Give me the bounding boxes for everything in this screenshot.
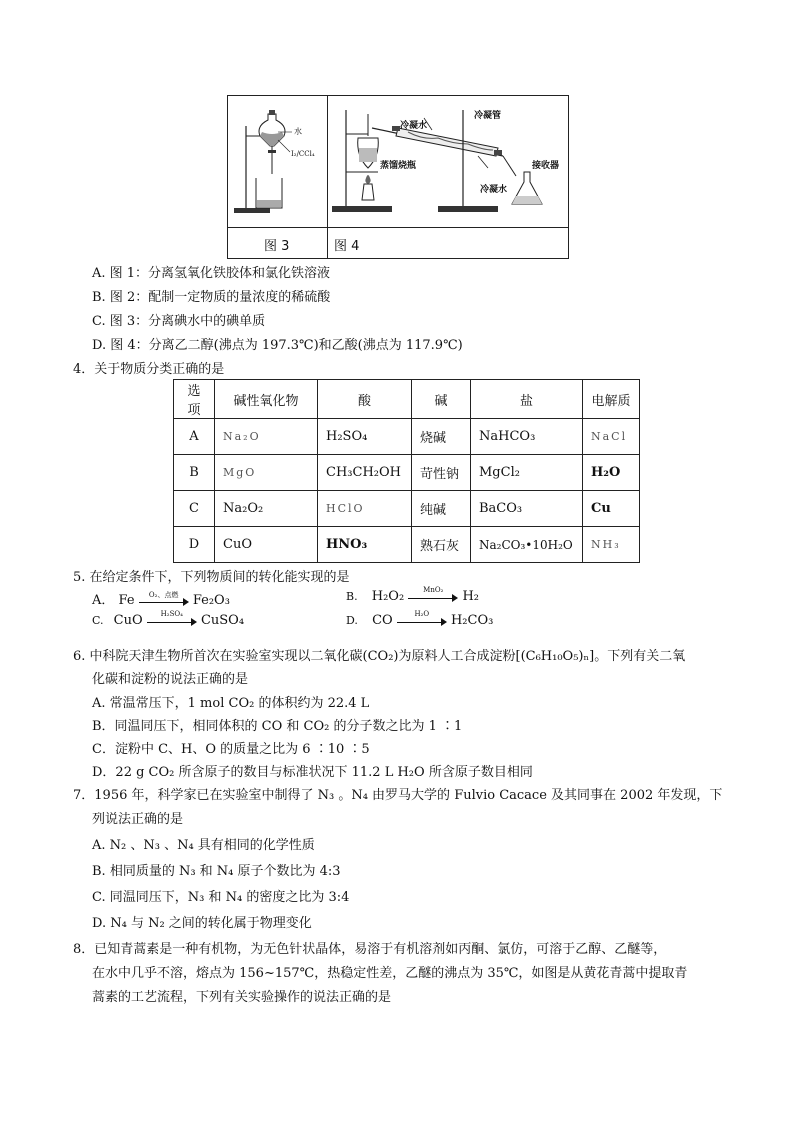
table-cell: 纯碱 [412,491,471,527]
table-cell: NaHCO₃ [471,419,583,455]
q5-d-label: D. [346,614,358,627]
reaction-arrow [139,590,189,608]
figure-caption-divider [228,227,568,228]
q8-stem-line1: 8．已知青蒿素是一种有机物，为无色针状晶体，易溶于有机溶剂如丙酮、氯仿，可溶于乙醇、乙醚等， [73,942,667,957]
separatory-funnel-diagram [228,96,327,227]
q5-b-label: B. [346,590,358,603]
reaction-arrow [147,609,197,628]
table-cell: A [174,419,215,455]
table-cell: MgCl₂ [471,455,583,491]
table-header: 盐 [471,380,583,419]
table-cell: B [174,455,215,491]
table-cell: H₂O [583,455,640,491]
table-cell: Na₂CO₃•10H₂O [471,527,583,563]
fig4-cooling-out-label: 冷凝水 [480,185,508,195]
table-header: 碱性氧化物 [215,380,318,419]
table-row [174,419,640,455]
q5-c-to: CuSO₄ [200,613,245,628]
table-header: 电解质 [583,380,640,419]
q8-stem-line3: 蒿素的工艺流程，下列有关实验操作的说法正确的是 [92,990,392,1005]
q7-option-b: B. 相同质量的 N₃ 和 N₄ 原子个数比为 4:3 [92,864,341,879]
q5-a-from: Fe [118,593,135,608]
table-header: 碱 [412,380,471,419]
reaction-condition: MnO₂ [423,585,444,594]
table-cell: Na₂O₂ [215,491,318,527]
table-header: 酸 [318,380,412,419]
table-header: 选项 [174,380,215,419]
table-row [174,527,640,563]
q7-stem-line2: 列说法正确的是 [92,812,184,827]
fig3-water-label: 水 [294,127,302,136]
fig4-caption: 图 4 [334,239,360,254]
q6-stem-line1: 6. 中科院天津生物所首次在实验室实现以二氧化碳(CO₂)为原料人工合成淀粉[(C₆H₁₀O₅)ₙ]。下列有关二氧 [73,649,686,664]
fig4-condenser-label: 冷凝管 [474,111,502,121]
table-cell: Cu [583,491,640,527]
q5-a-label: A． [92,593,115,608]
q6-option-a: A. 常温常压下，1 mol CO₂ 的体积约为 22.4 L [92,696,370,711]
fig4-receiver-label: 接收器 [532,161,560,171]
table-cell: CH₃CH₂OH [318,455,412,491]
q5-option-b [346,585,479,604]
q5-option-d [346,609,494,628]
q5-b-from: H₂O₂ [371,589,405,604]
q5-a-to: Fe₂O₃ [192,593,230,608]
q3-option-d: D. 图 4：分离乙二醇(沸点为 197.3℃)和乙酸(沸点为 117.9℃) [92,338,463,353]
table-cell: 烧碱 [412,419,471,455]
q5-stem: 5. 在给定条件下，下列物质间的转化能实现的是 [73,570,350,585]
fig3-caption: 图 3 [264,239,290,254]
classification-table [173,379,640,563]
reaction-arrow [397,609,447,628]
fig4-flask-label: 蒸馏烧瓶 [380,161,417,171]
q3-option-c: C. 图 3：分离碘水中的碘单质 [92,314,266,329]
fig3-solution-label: I₂/CCl₄ [291,150,315,158]
q6-option-d: D．22 g CO₂ 所含原子的数目与标准状况下 11.2 L H₂O 所含原子数目相同 [92,765,533,780]
q5-option-c [92,609,245,628]
table-cell: NH₃ [583,527,640,563]
q5-option-a [92,589,230,608]
q7-stem-line1: 7．1956 年，科学家已在实验室中制得了 N₃ 。N₄ 由罗马大学的 Fulvio Cacace 及其同事在 2002 年发现，下 [73,788,723,803]
q4-stem: 4．关于物质分类正确的是 [73,362,225,377]
table-cell: NaCl [583,419,640,455]
table-cell: MgO [215,455,318,491]
q7-option-a: A. N₂ 、N₃ 、N₄ 具有相同的化学性质 [92,838,315,853]
q3-option-b: B. 图 2：配制一定物质的量浓度的稀硫酸 [92,290,331,305]
fig4-cooling-in-label: 冷凝水 [400,121,428,131]
q5-c-label: C. [92,614,104,627]
q5-b-to: H₂ [462,589,479,604]
table-cell: D [174,527,215,563]
q7-option-d: D. N₄ 与 N₂ 之间的转化属于物理变化 [92,916,312,931]
figure-table [227,95,569,259]
q5-d-to: H₂CO₃ [450,613,494,628]
reaction-condition: O₂、点燃 [148,590,179,599]
q6-option-b: B．同温同压下，相同体积的 CO 和 CO₂ 的分子数之比为 1 ∶1 [92,719,463,734]
q6-option-c: C．淀粉中 C、H、O 的质量之比为 6 ∶10 ∶5 [92,742,370,757]
table-cell: HNO₃ [318,527,412,563]
table-cell: 苛性钠 [412,455,471,491]
q6-stem-line2: 化碳和淀粉的说法正确的是 [92,672,249,687]
reaction-condition: H₂O [414,609,430,618]
table-cell: BaCO₃ [471,491,583,527]
q7-option-c: C. 同温同压下，N₃ 和 N₄ 的密度之比为 3:4 [92,890,350,905]
table-cell: HClO [318,491,412,527]
q3-option-a: A. 图 1：分离氢氧化铁胶体和氯化铁溶液 [92,266,331,281]
table-row [174,455,640,491]
q8-stem-line2: 在水中几乎不溶，熔点为 156~157℃，热稳定性差，乙醚的沸点为 35℃，如图是从黄花青蒿中提取青 [92,966,688,981]
table-cell: C [174,491,215,527]
reaction-condition: H₂SO₄ [160,609,183,618]
q5-d-from: CO [372,613,393,628]
table-cell: CuO [215,527,318,563]
table-cell: 熟石灰 [412,527,471,563]
table-header-row [174,380,640,419]
table-row [174,491,640,527]
reaction-arrow [408,585,458,604]
q5-c-from: CuO [113,613,143,628]
table-cell: H₂SO₄ [318,419,412,455]
table-cell: Na₂O [215,419,318,455]
